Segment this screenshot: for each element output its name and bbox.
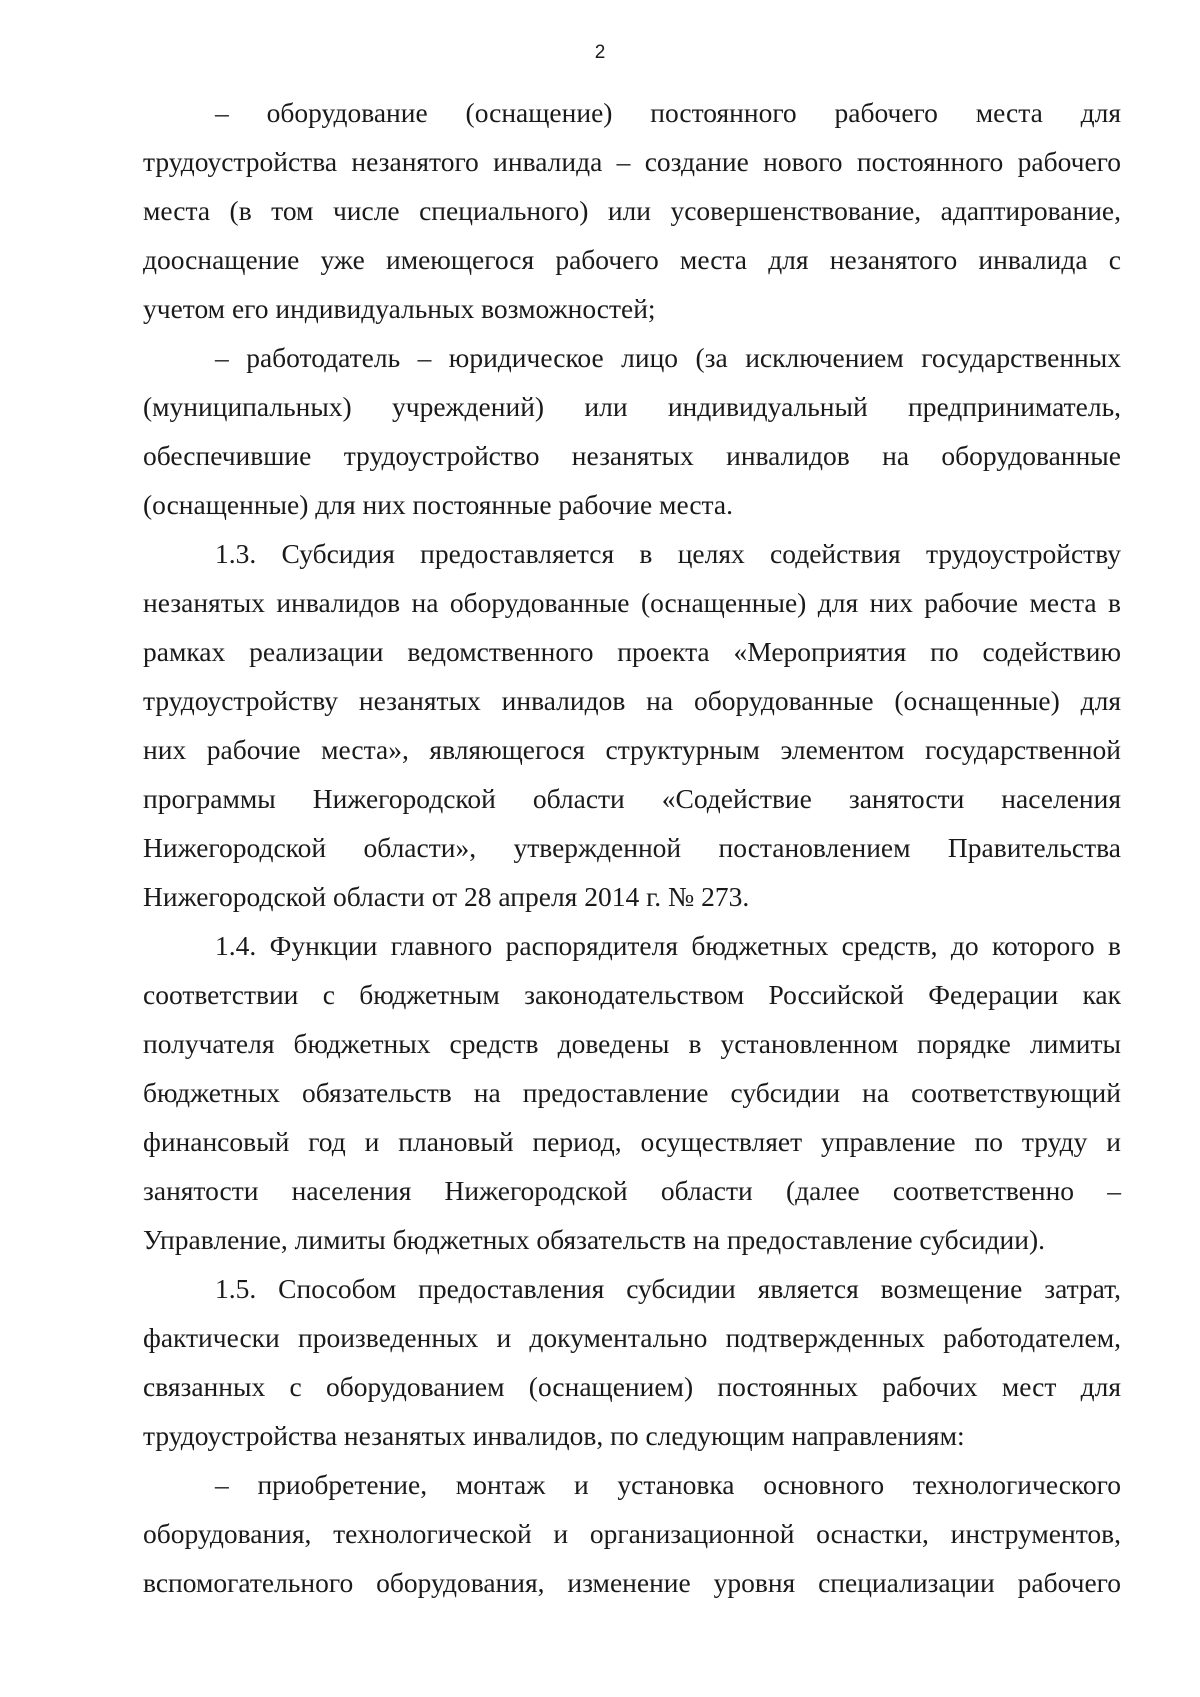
- text-line: финансовый год и плановый период, осуществляет управление по труду и: [143, 1126, 1121, 1157]
- paragraph-definition-employer: [143, 333, 1121, 529]
- text-line: фактически произведенных и документально подтвержденных работодателем,: [143, 1322, 1121, 1353]
- text-line: трудоустройства незанятого инвалида – создание нового постоянного рабочего: [143, 146, 1121, 177]
- text-line: связанных с оборудованием (оснащением) постоянных рабочих мест для: [143, 1371, 1121, 1402]
- paragraph-clause-1-4: [143, 921, 1121, 1264]
- text-line: трудоустройству незанятых инвалидов на оборудованные (оснащенные) для: [143, 685, 1121, 716]
- text-line: обеспечившие трудоустройство незанятых инвалидов на оборудованные: [143, 440, 1121, 471]
- text-line: Управление, лимиты бюджетных обязательств на предоставление субсидии).: [143, 1224, 1046, 1255]
- text-line: рамках реализации ведомственного проекта «Мероприятия по содействию: [143, 636, 1121, 667]
- text-line: Нижегородской области», утвержденной постановлением Правительства: [143, 832, 1121, 863]
- paragraph-definition-equipment: [143, 88, 1121, 333]
- page-number: 2: [594, 42, 606, 63]
- text-line: занятости населения Нижегородской области (далее соответственно –: [143, 1175, 1121, 1206]
- text-line: трудоустройства незанятых инвалидов, по следующим направлениям:: [143, 1420, 965, 1451]
- paragraph-list-item-acquisition: [143, 1460, 1121, 1607]
- text-line: получателя бюджетных средств доведены в установленном порядке лимиты: [143, 1028, 1121, 1059]
- text-line: программы Нижегородской области «Содействие занятости населения: [143, 783, 1121, 814]
- text-line: Нижегородской области от 28 апреля 2014 г. № 273.: [143, 881, 750, 912]
- text-line: – приобретение, монтаж и установка основного технологического: [215, 1469, 1121, 1500]
- text-line: 1.5. Способом предоставления субсидии является возмещение затрат,: [215, 1273, 1121, 1304]
- text-line: вспомогательного оборудования, изменение уровня специализации рабочего: [143, 1567, 1121, 1598]
- text-line: (муниципальных) учреждений) или индивидуальный предприниматель,: [143, 391, 1121, 422]
- text-line: – работодатель – юридическое лицо (за исключением государственных: [215, 342, 1121, 373]
- text-line: (оснащенные) для них постоянные рабочие места.: [143, 489, 733, 520]
- text-line: 1.4. Функции главного распорядителя бюджетных средств, до которого в: [215, 930, 1121, 961]
- document-body: [143, 88, 1121, 1607]
- text-line: 1.3. Субсидия предоставляется в целях содействия трудоустройству: [215, 538, 1121, 569]
- text-line: соответствии с бюджетным законодательством Российской Федерации как: [143, 979, 1121, 1010]
- paragraph-clause-1-3: [143, 529, 1121, 921]
- text-line: них рабочие места», являющегося структурным элементом государственной: [143, 734, 1121, 765]
- text-line: оборудования, технологической и организационной оснастки, инструментов,: [143, 1518, 1121, 1549]
- text-line: – оборудование (оснащение) постоянного рабочего места для: [215, 97, 1121, 128]
- paragraph-clause-1-5: [143, 1264, 1121, 1460]
- text-line: дооснащение уже имеющегося рабочего места для незанятого инвалида с: [143, 244, 1121, 275]
- text-line: места (в том числе специального) или усовершенствование, адаптирование,: [143, 195, 1121, 226]
- text-line: учетом его индивидуальных возможностей;: [143, 293, 656, 324]
- text-line: незанятых инвалидов на оборудованные (оснащенные) для них рабочие места в: [143, 587, 1121, 618]
- text-line: бюджетных обязательств на предоставление субсидии на соответствующий: [143, 1077, 1121, 1108]
